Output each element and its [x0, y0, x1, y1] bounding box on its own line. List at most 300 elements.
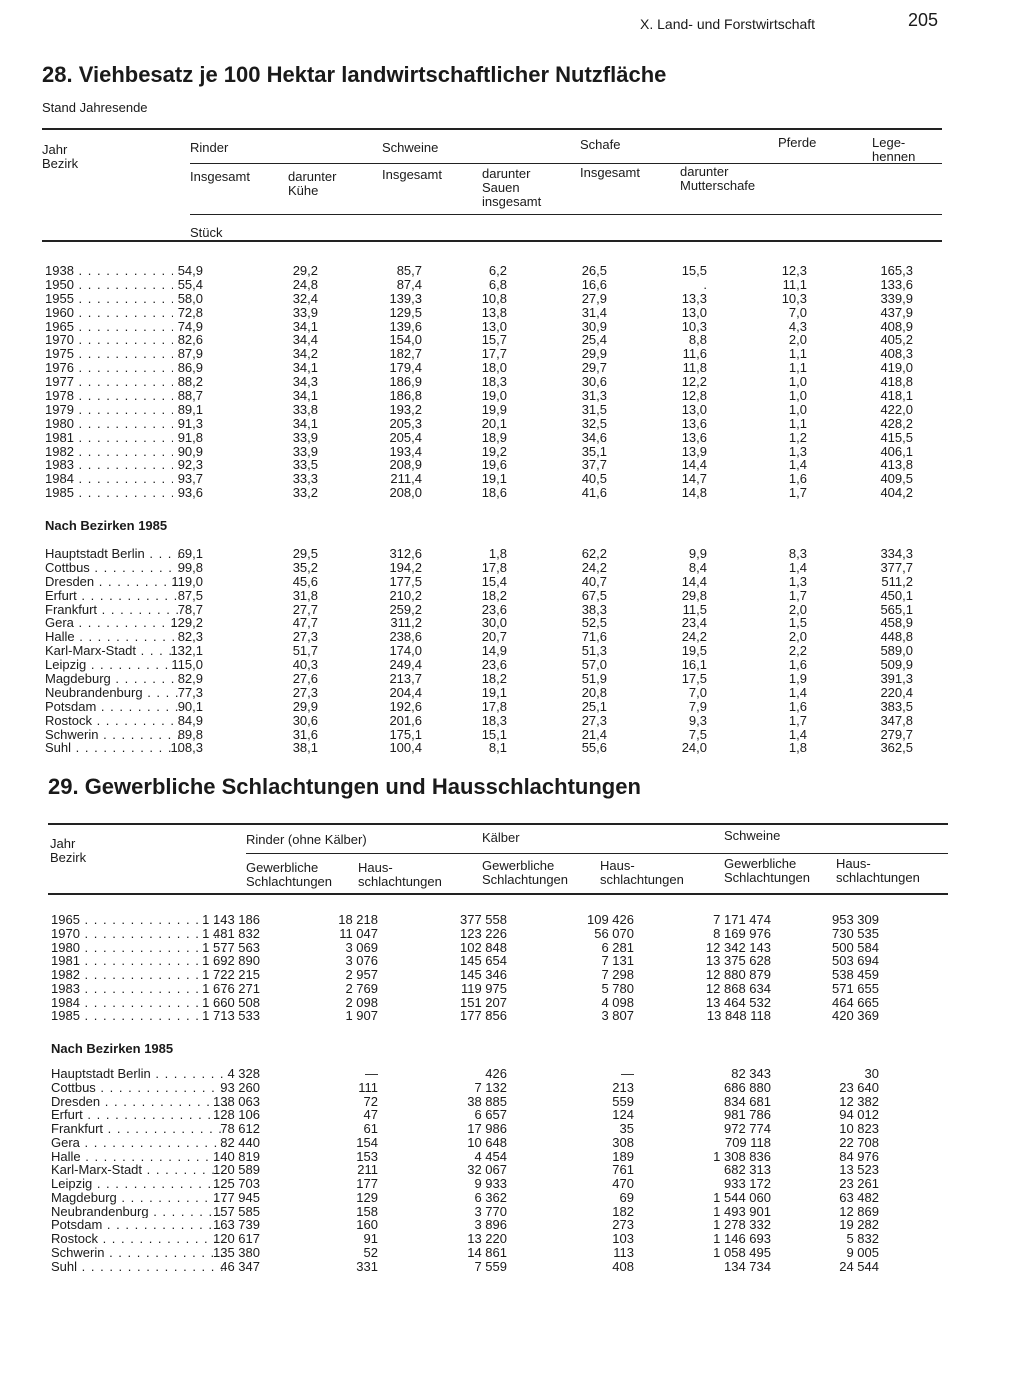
table-cell: 140 819	[213, 1148, 260, 1164]
table-row	[45, 431, 925, 445]
table-cell: 29,2	[292, 263, 318, 278]
table-cell: 11 047	[339, 925, 378, 941]
table-cell: 20,7	[481, 629, 507, 645]
table-cell: 30,6	[292, 712, 318, 728]
table-cell: 129,5	[389, 304, 422, 320]
table-cell: 32,5	[581, 415, 607, 431]
row-label: Schwerin . . .	[51, 1246, 227, 1260]
row-label: Erfurt . . .	[45, 589, 179, 603]
t28-head-rinder-insgesamt: Insgesamt	[190, 169, 250, 184]
table-row	[51, 1081, 931, 1095]
table-cell: 31,8	[292, 587, 318, 603]
table-row	[45, 686, 925, 700]
table-cell: 158	[356, 1203, 378, 1219]
table-cell: 17,5	[681, 671, 707, 687]
table-cell: 102 848	[460, 939, 507, 955]
table-cell: 2,2	[788, 643, 807, 659]
row-label: Magdeburg . . .	[45, 672, 179, 686]
table-cell: 120 617	[213, 1231, 260, 1246]
table-28-group-label: Nach Bezirken 1985	[45, 518, 168, 533]
table-cell: 5 832	[846, 1231, 879, 1246]
table-cell: 119,0	[171, 573, 203, 589]
row-label: 1982 . . .	[45, 445, 173, 459]
row-label: Dresden . . .	[51, 1095, 227, 1109]
table-cell: 38,1	[292, 740, 318, 756]
table-cell: 67,5	[581, 587, 607, 603]
table-cell: 82,6	[177, 332, 203, 348]
table-cell: 1,9	[788, 671, 807, 687]
table-cell: 17,8	[481, 698, 507, 714]
table-cell: 589,0	[880, 643, 913, 659]
table-cell: 3 076	[345, 953, 378, 969]
table-cell: 1,4	[788, 726, 807, 742]
table-cell: 13 523	[839, 1162, 879, 1178]
table-cell: 52	[363, 1244, 378, 1260]
row-label: Potsdam . . .	[51, 1218, 227, 1232]
table-cell: 108,3	[170, 740, 203, 756]
table-cell: 31,4	[581, 304, 607, 320]
table-row	[45, 403, 925, 417]
table-row	[45, 347, 925, 361]
table-cell: 682 313	[724, 1162, 771, 1178]
table-cell: 1 692 890	[202, 953, 260, 969]
table-cell: 179,4	[389, 360, 422, 376]
table-row	[51, 1218, 931, 1232]
t29-head-schweine: Schweine	[724, 828, 781, 843]
table-cell: 7 298	[601, 967, 634, 982]
table-cell: 408,3	[880, 346, 913, 362]
table-28-title: 28. Viehbesatz je 100 Hektar landwirtschaftlicher Nutzfläche	[42, 62, 667, 87]
table-row	[45, 458, 925, 472]
table-cell: 111	[358, 1079, 378, 1095]
table-cell: 211	[357, 1162, 378, 1178]
table-cell: 85,7	[396, 263, 422, 278]
table-cell: 151 207	[460, 994, 507, 1010]
table-cell: 145 654	[460, 953, 507, 969]
table-cell: 90,1	[177, 698, 203, 714]
table-row	[45, 333, 925, 347]
table-cell: 33,9	[292, 304, 318, 320]
table-cell: 761	[612, 1162, 634, 1178]
table-cell: 1,5	[788, 615, 807, 631]
table-cell: 91	[363, 1231, 378, 1246]
table-cell: 1,4	[788, 684, 807, 700]
table-row	[45, 306, 925, 320]
table-cell: 33,5	[292, 457, 318, 473]
row-label: Gera . . .	[45, 616, 179, 630]
table-cell: 82 343	[731, 1066, 771, 1081]
table-cell: 47	[363, 1107, 378, 1123]
table-cell: 10 648	[467, 1134, 507, 1150]
table-cell: 82,3	[177, 629, 203, 645]
table-cell: 1,7	[788, 712, 807, 728]
table-cell: 14,4	[681, 457, 707, 473]
table-row	[51, 913, 931, 927]
t29-head-kaelber: Kälber	[482, 830, 520, 845]
table-cell: 377,7	[880, 559, 913, 575]
table-cell: 18,9	[481, 429, 507, 445]
table-cell: 362,5	[880, 740, 913, 756]
table-cell: 41,6	[581, 485, 607, 501]
table-cell: 32,4	[292, 290, 318, 306]
table-cell: 177,5	[389, 573, 422, 589]
table-cell: 1,8	[488, 546, 507, 561]
table-cell: 14,9	[481, 643, 507, 659]
row-label: Schwerin . . .	[45, 728, 179, 742]
table-cell: 33,3	[292, 471, 318, 487]
table-cell: 9 933	[474, 1176, 507, 1191]
table-cell: 123 226	[460, 925, 507, 941]
table-cell: 30,9	[581, 318, 607, 334]
row-label: 1977 . . .	[45, 375, 173, 389]
table-cell: 33,8	[292, 401, 318, 417]
table-cell: 15,5	[681, 263, 707, 278]
table-cell: 13,6	[681, 429, 707, 445]
table-cell: 15,1	[481, 726, 507, 742]
table-cell: 55,4	[177, 276, 203, 292]
table-cell: 273	[612, 1217, 634, 1233]
table-cell: 72	[363, 1093, 378, 1109]
row-label: 1980 . . .	[45, 417, 173, 431]
table-cell: 153	[356, 1148, 378, 1164]
table-cell: 34,1	[292, 415, 318, 431]
table-cell: 834 681	[724, 1093, 771, 1109]
table-row	[51, 1150, 931, 1164]
table-cell: 24,0	[681, 740, 707, 756]
table-row	[51, 982, 931, 996]
table-cell: 82,9	[177, 671, 203, 687]
table-cell: 113	[613, 1244, 634, 1260]
table-cell: 24,2	[681, 629, 707, 645]
table-cell: 30,6	[581, 374, 607, 390]
table-cell: 571 655	[832, 980, 879, 996]
table-cell: 259,2	[389, 601, 422, 617]
t28-head-legehennen: Lege- hennen	[872, 135, 916, 164]
table-cell: 1 278 332	[713, 1217, 771, 1233]
table-cell: 139,3	[389, 290, 422, 306]
row-label: 1960 . . .	[45, 306, 173, 320]
table-cell: 211,4	[390, 471, 422, 487]
table-cell: 11,5	[682, 601, 707, 617]
table-cell: 30,0	[481, 615, 507, 631]
row-label: Dresden . . .	[45, 575, 179, 589]
table-cell: 1,4	[788, 457, 807, 473]
table-cell: 11,1	[782, 276, 807, 292]
table-cell: 18 218	[338, 912, 378, 927]
table-cell: 406,1	[880, 443, 913, 459]
table-cell: 18,2	[481, 671, 507, 687]
table-28-subtitle: Stand Jahresende	[42, 100, 148, 115]
table-cell: 933 172	[724, 1176, 771, 1191]
t28-unit-label: Stück	[190, 225, 223, 240]
table-cell: 55,6	[581, 740, 607, 756]
table-cell: 500 584	[832, 939, 879, 955]
table-cell: 6 657	[474, 1107, 507, 1123]
table-cell: 8,4	[688, 559, 707, 575]
table-cell: 13,0	[681, 304, 707, 320]
table-cell: 77,3	[177, 684, 203, 700]
row-label: Karl-Marx-Stadt . . .	[45, 644, 179, 658]
table-cell: 13,3	[681, 290, 707, 306]
table-cell: 7 131	[601, 953, 634, 969]
table-cell: 2,0	[788, 629, 807, 645]
table-cell: 157 585	[213, 1203, 260, 1219]
table-cell: 464 665	[832, 994, 879, 1010]
table-cell: 2,0	[788, 601, 807, 617]
table-cell: 23,6	[481, 657, 507, 673]
table-cell: 1 676 271	[202, 980, 260, 996]
table-cell: 12,8	[681, 388, 707, 404]
table-cell: 10,8	[481, 290, 507, 306]
row-label: Potsdam . . .	[45, 700, 179, 714]
table-cell: 23 261	[839, 1176, 879, 1191]
table-cell: 31,5	[581, 401, 607, 417]
table-cell: 154	[356, 1134, 378, 1150]
table-cell: 4 454	[474, 1148, 507, 1164]
table-cell: 4 328	[227, 1066, 260, 1081]
table-cell: 6,8	[488, 276, 507, 292]
table-cell: 29,7	[581, 360, 607, 376]
table-cell: 405,2	[880, 332, 913, 348]
table-cell: 1,3	[788, 573, 807, 589]
row-label: Magdeburg . . .	[51, 1191, 227, 1205]
row-label: 1985 . . .	[45, 486, 173, 500]
table-cell: 10,3	[781, 290, 807, 306]
table-cell: 132,1	[170, 643, 203, 659]
row-label: Suhl . . .	[45, 741, 179, 755]
table-cell: 13 220	[467, 1231, 507, 1246]
table-cell: 24 544	[839, 1258, 879, 1274]
table-cell: 186,9	[389, 374, 422, 390]
table-cell: 21,4	[581, 726, 607, 742]
table-row	[51, 1163, 931, 1177]
row-label: Suhl . . .	[51, 1260, 227, 1274]
table-cell: 391,3	[880, 671, 913, 687]
table-row	[51, 1232, 931, 1246]
table-cell: 1,0	[788, 374, 807, 390]
row-label: 1981 . . .	[51, 954, 227, 968]
table-cell: 139,6	[389, 318, 422, 334]
t28-head-schweine-insgesamt: Insgesamt	[382, 167, 442, 182]
table-cell: 7,0	[788, 304, 807, 320]
row-label: 1950 . . .	[45, 278, 173, 292]
table-cell: 17,8	[481, 559, 507, 575]
table-row	[45, 292, 925, 306]
table-cell: 408	[612, 1258, 634, 1274]
table-cell: 9,3	[688, 712, 707, 728]
table-cell: 34,2	[292, 346, 318, 362]
t29-head-kaelber-gewerblich: Gewerbliche Schlachtungen	[482, 858, 569, 887]
row-label: 1978 . . .	[45, 389, 173, 403]
table-row	[45, 644, 925, 658]
table-cell: 29,8	[681, 587, 707, 603]
table-cell: 1,6	[788, 471, 807, 487]
table-cell: 7 132	[474, 1079, 507, 1095]
table-cell: 52,5	[581, 615, 607, 631]
row-label: 1965 . . .	[45, 320, 173, 334]
row-label: 1979 . . .	[45, 403, 173, 417]
table-cell: 334,3	[880, 546, 913, 561]
table-cell: 418,8	[880, 374, 913, 390]
table-row	[51, 1177, 931, 1191]
table-cell: 19,5	[681, 643, 707, 659]
table-cell: 25,1	[581, 698, 607, 714]
table-cell: 437,9	[880, 304, 913, 320]
table-cell: 8,3	[788, 546, 807, 561]
table-28-year-rows	[45, 264, 925, 500]
table-cell: 311,2	[390, 615, 422, 631]
table-cell: 74,9	[177, 318, 203, 334]
table-row	[45, 616, 925, 630]
table-cell: 17,7	[481, 346, 507, 362]
table-cell: 730 535	[832, 925, 879, 941]
table-cell: 428,2	[880, 415, 913, 431]
table-cell: 182,7	[389, 346, 422, 362]
table-cell: 19,2	[481, 443, 507, 459]
table-row	[51, 1108, 931, 1122]
row-label: Leipzig . . .	[51, 1177, 227, 1191]
table-cell: 24,2	[581, 559, 607, 575]
t29-head-jahr-bezirk: Jahr Bezirk	[50, 836, 87, 865]
table-cell: 45,6	[292, 573, 318, 589]
table-cell: 16,1	[681, 657, 707, 673]
table-cell: 103	[612, 1231, 634, 1246]
table-cell: 35,2	[292, 559, 318, 575]
table-cell: 10,3	[681, 318, 707, 334]
table-cell: 11,8	[682, 360, 707, 376]
table-cell: 78,7	[177, 601, 203, 617]
table-cell: 9,9	[688, 546, 707, 561]
table-row	[45, 589, 925, 603]
table-cell: 154,0	[389, 332, 422, 348]
table-cell: 8,1	[488, 740, 507, 756]
table-cell: 46 347	[220, 1258, 260, 1274]
table-cell: 23 640	[839, 1079, 879, 1095]
row-label: Rostock . . .	[51, 1232, 227, 1246]
row-label: Neubrandenburg . . .	[45, 686, 179, 700]
row-label: Hauptstadt Berlin . . .	[51, 1067, 227, 1081]
table-cell: 1,2	[788, 429, 807, 445]
table-row	[45, 417, 925, 431]
table-cell: 458,9	[880, 615, 913, 631]
table-cell: 1 143 186	[202, 912, 260, 927]
table-cell: 1 722 215	[202, 967, 260, 982]
table-cell: 19,1	[481, 684, 507, 700]
table-cell: 5 780	[601, 980, 634, 996]
table-cell: 93,7	[177, 471, 203, 487]
table-cell: 279,7	[880, 726, 913, 742]
table-cell: 18,0	[481, 360, 507, 376]
table-row	[51, 927, 931, 941]
table-cell: 1,0	[788, 401, 807, 417]
t28-head-schafe: Schafe	[580, 137, 621, 152]
table-cell: 27,9	[581, 290, 607, 306]
table-cell: 10 823	[839, 1121, 879, 1136]
table-cell: 133,6	[880, 276, 913, 292]
table-cell: 18,6	[481, 485, 507, 501]
table-cell: 177 945	[213, 1189, 260, 1205]
table-cell: 448,8	[880, 629, 913, 645]
table-cell: 88,2	[177, 374, 203, 390]
table-cell: 238,6	[389, 629, 422, 645]
table-cell: 51,9	[581, 671, 607, 687]
table-cell: 12 880 879	[705, 967, 771, 982]
table-cell: 115,0	[171, 657, 203, 673]
row-label: Neubrandenburg . . .	[51, 1205, 227, 1219]
table-cell: 413,8	[880, 457, 913, 473]
table-cell: 208,9	[389, 457, 422, 473]
table-cell: 13 848 118	[706, 1008, 771, 1024]
table-cell: 34,1	[292, 388, 318, 404]
table-cell: 192,6	[389, 698, 422, 714]
table-row	[51, 1246, 931, 1260]
table-cell: 409,5	[880, 471, 913, 487]
table-cell: 34,3	[292, 374, 318, 390]
page-number: 205	[908, 10, 939, 30]
table-cell: 20,1	[481, 415, 507, 431]
table-cell: 62,2	[581, 546, 607, 561]
table-cell: 1 308 836	[713, 1148, 771, 1164]
table-cell: 35,1	[581, 443, 607, 459]
table-cell: 12 868 634	[705, 980, 771, 996]
table-cell: 91,3	[177, 415, 203, 431]
table-cell: 31,6	[292, 726, 318, 742]
table-row	[45, 741, 925, 755]
table-row	[45, 264, 925, 278]
table-cell: 56 070	[594, 925, 634, 941]
table-cell: 4,3	[788, 318, 807, 334]
table-cell: 419,0	[880, 360, 913, 376]
t28-head-rinder: Rinder	[190, 140, 229, 155]
table-cell: 13,8	[481, 304, 507, 320]
table-row	[45, 672, 925, 686]
table-cell: 1,6	[788, 657, 807, 673]
table-cell: 78 612	[220, 1121, 260, 1136]
table-row	[45, 561, 925, 575]
table-cell: 6 362	[474, 1189, 507, 1205]
table-cell: 1 544 060	[713, 1189, 771, 1205]
table-cell: 31,3	[581, 388, 607, 404]
table-cell: 12 869	[839, 1203, 879, 1219]
table-cell: 981 786	[724, 1107, 771, 1123]
table-cell: 40,5	[581, 471, 607, 487]
table-cell: 163 739	[213, 1217, 260, 1233]
row-label: 1981 . . .	[45, 431, 173, 445]
table-cell: 205,3	[389, 415, 422, 431]
table-cell: 14,7	[681, 471, 707, 487]
table-row	[51, 1067, 931, 1081]
table-row	[45, 728, 925, 742]
table-cell: 175,1	[389, 726, 422, 742]
table-cell: 124	[612, 1107, 634, 1123]
table-cell: 1 146 693	[713, 1231, 771, 1246]
row-label: 1965 . . .	[51, 913, 227, 927]
table-cell: 24,8	[292, 276, 318, 292]
table-cell: 308	[612, 1134, 634, 1150]
table-cell: 1,1	[788, 360, 807, 376]
table-cell: 34,1	[292, 318, 318, 334]
table-cell: 14,4	[681, 573, 707, 589]
row-label: Frankfurt . . .	[51, 1122, 227, 1136]
table-cell: 331	[356, 1258, 378, 1274]
table-cell: 13,9	[681, 443, 707, 459]
row-label: Karl-Marx-Stadt . . .	[51, 1163, 227, 1177]
table-cell: 14,8	[681, 485, 707, 501]
row-label: Halle . . .	[51, 1150, 227, 1164]
table-cell: 339,9	[880, 290, 913, 306]
table-row	[45, 658, 925, 672]
table-cell: 7 559	[474, 1258, 507, 1274]
